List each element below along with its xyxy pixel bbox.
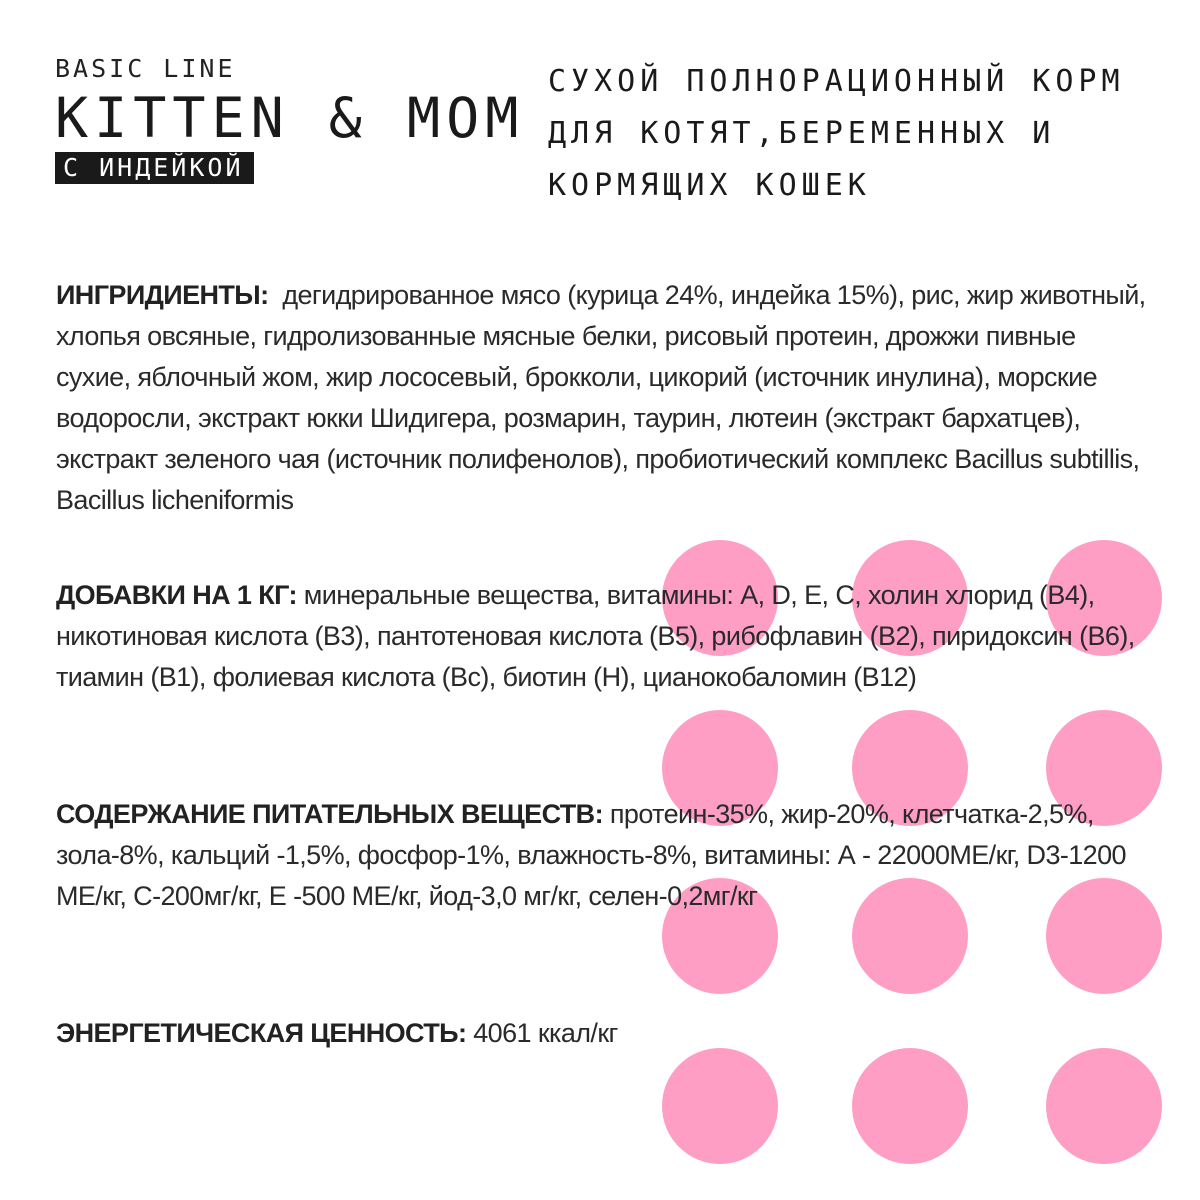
description-line: КОРМЯЩИХ КОШЕК — [548, 168, 871, 203]
ingredients-label: ИНГРИДИЕНТЫ: — [56, 280, 269, 310]
flavor-badge: С ИНДЕЙКОЙ — [55, 152, 254, 184]
additives-label: ДОБАВКИ НА 1 КГ: — [56, 580, 297, 610]
additives-section — [56, 575, 1146, 794]
nutrients-text: протеин-35%, жир-20%, клетчатка-2,5%, зола-8%, кальций -1,5%, фосфор-1%, влажность-8%, витамины: А - 22000МЕ/кг, D3-1200 МЕ/кг, С-200мг/кг, Е -500 МЕ/кг, йод-3,0 мг/кг, селен-0,2мг/кг — [56, 799, 1126, 911]
nutrients-section — [56, 794, 1146, 1013]
product-title: KITTEN & MOM — [55, 86, 525, 150]
description-line: ДЛЯ КОТЯТ,БЕРЕМЕННЫХ И — [548, 116, 1056, 151]
ingredients-text: дегидрированное мясо (курица 24%, индейка 15%), рис, жир животный, хлопья овсяные, гидролизованные мясные белки, рисовый протеин, дрожжи пивные сухие, яблочный жом, жир лососевый, брокколи, цикорий (источник инулина), морские водоросли, экстракт юкки Шидигера, розмарин, таурин, лютеин (экстракт бархатцев), экстракт зеленого чая (источник полифенолов), пробиотический комплекс Bacillus subtillis, Bacillus licheniformis — [56, 280, 1146, 515]
product-line-name: BASIC LINE — [55, 54, 236, 83]
composition-info — [56, 275, 1146, 1054]
product-header — [55, 54, 524, 184]
ingredients-section — [56, 275, 1146, 575]
pink-dot — [852, 1048, 968, 1164]
product-description — [548, 56, 1168, 212]
description-line: СУХОЙ ПОЛНОРАЦИОННЫЙ КОРМ — [548, 64, 1125, 99]
energy-section — [56, 1013, 1146, 1054]
energy-text: 4061 ккал/кг — [473, 1018, 618, 1048]
pink-dot — [662, 1048, 778, 1164]
energy-label: ЭНЕРГЕТИЧЕСКАЯ ЦЕННОСТЬ: — [56, 1018, 467, 1048]
nutrients-label: СОДЕРЖАНИЕ ПИТАТЕЛЬНЫХ ВЕЩЕСТВ: — [56, 799, 603, 829]
additives-text: минеральные вещества, витамины: A, D, E, C, холин хлорид (B4), никотиновая кислота (B3), пантотеновая кислота (B5), рибофлавин (B2), пиридоксин (B6), тиамин (B1), фолиевая кислота (Bc), биотин (H), цианокобаломин (B12) — [56, 580, 1135, 692]
pink-dot — [1046, 1048, 1162, 1164]
